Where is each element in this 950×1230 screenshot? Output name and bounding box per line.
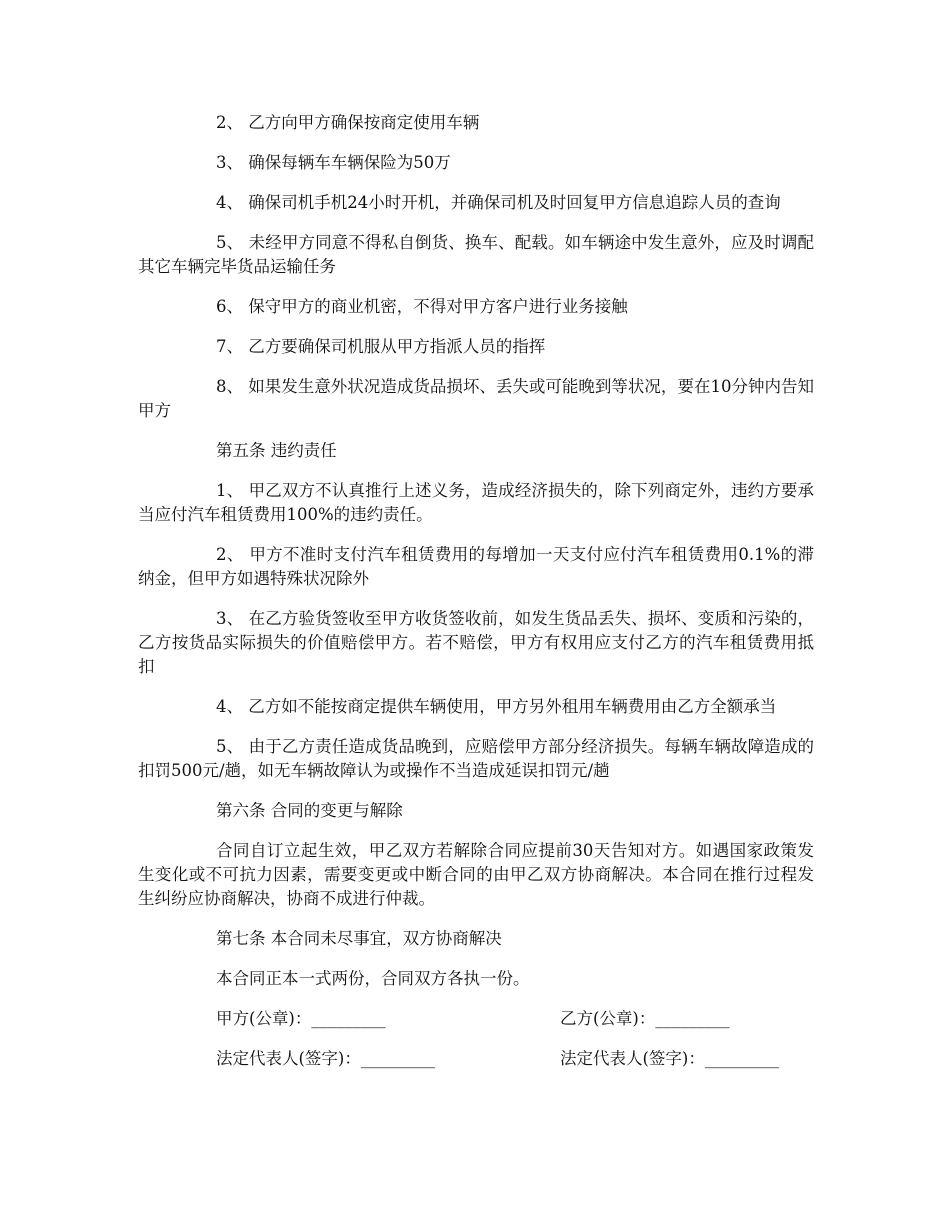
party-b-seal-line: 乙方(公章)：_________ <box>560 1009 730 1028</box>
copies-statement: 本合同正本一式两份，合同双方各执一份。 <box>216 969 530 988</box>
party-a-seal-line: 甲方(公章)：_________ <box>216 1009 386 1028</box>
article-6-body: 合同自订立起生效，甲乙双方若解除合同应提前30天告知对方。如遇国家政策发生变化或不可抗力因素，需要变更或中断合同的由甲乙双方协商解决。本合同在推行过程发生纠纷应协商解决，协商不成进行仲裁。 <box>138 841 814 908</box>
clause-8: 8、 如果发生意外状况造成货品损坏、丢失或可能晚到等状况，要在10分钟内告知甲方 <box>138 377 814 420</box>
breach-clause-5: 5、 由于乙方责任造成货品晚到，应赔偿甲方部分经济损失。每辆车辆故障造成的扣罚500元/趟，如无车辆故障认为或操作不当造成延误扣罚元/趟 <box>138 737 814 780</box>
article-6-heading: 第六条 合同的变更与解除 <box>216 801 403 820</box>
clause-7: 7、 乙方要确保司机服从甲方指派人员的指挥 <box>216 337 546 356</box>
seal-signature-row <box>138 1007 814 1031</box>
party-a-representative-line: 法定代表人(签字)：_________ <box>216 1049 436 1068</box>
party-b-representative-line: 法定代表人(签字)：_________ <box>560 1049 780 1068</box>
clause-5: 5、 未经甲方同意不得私自倒货、换车、配载。如车辆途中发生意外，应及时调配其它车辆完毕货品运输任务 <box>138 233 814 276</box>
clause-3: 3、 确保每辆车车辆保险为50万 <box>216 153 451 172</box>
clause-4: 4、 确保司机手机24小时开机，并确保司机及时回复甲方信息追踪人员的查询 <box>216 193 781 212</box>
clause-2: 2、 乙方向甲方确保按商定使用车辆 <box>216 113 480 132</box>
breach-clause-2: 2、 甲方不准时支付汽车租赁费用的每增加一天支付应付汽车租赁费用0.1%的滞纳金，但甲方如遇特殊状况除外 <box>138 545 814 588</box>
representative-signature-row <box>138 1047 814 1071</box>
breach-clause-4: 4、 乙方如不能按商定提供车辆使用，甲方另外租用车辆费用由乙方全额承当 <box>216 697 777 716</box>
breach-clause-1: 1、 甲乙双方不认真推行上述义务，造成经济损失的，除下列商定外，违约方要承当应付汽车租赁费用100%的违约责任。 <box>138 481 814 524</box>
article-5-heading: 第五条 违约责任 <box>216 441 337 460</box>
contract-page <box>138 111 814 1087</box>
clause-6: 6、 保守甲方的商业机密，不得对甲方客户进行业务接触 <box>216 297 628 316</box>
breach-clause-3: 3、 在乙方验货签收至甲方收货签收前，如发生货品丢失、损坏、变质和污染的，乙方按货品实际损失的价值赔偿甲方。若不赔偿，甲方有权用应支付乙方的汽车租赁费用抵扣 <box>138 609 814 676</box>
article-7-heading: 第七条 本合同未尽事宜，双方协商解决 <box>216 929 502 948</box>
